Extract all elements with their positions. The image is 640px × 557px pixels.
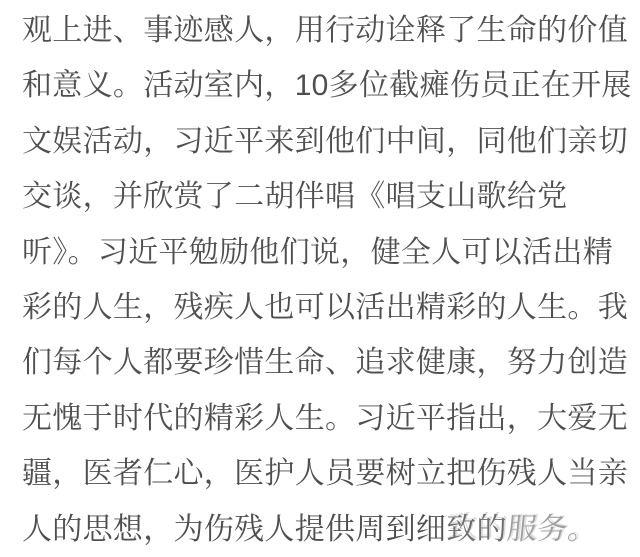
article-text: 人的思想，为伤残人提供周到细 — [22, 512, 447, 546]
article-line: 交谈，并欣赏了二胡伴唱《唱支山歌给党 — [22, 180, 568, 214]
article-line: 观上进、事迹感人，用行动诠释了生命的价值 — [22, 14, 628, 47]
article-line: 彩的人生，残疾人也可以活出精彩的人生。我 — [22, 291, 628, 325]
article-line: 疆，医者仁心，医护人员要树立把伤残人当亲 — [22, 457, 628, 491]
article-line: 和意义。活动室内，10多位截瘫伤员正在开展 — [22, 69, 632, 103]
watermark-overlap-text: 服务。 — [505, 512, 600, 546]
article-last-line — [22, 502, 626, 557]
article-line: 们每个人都要珍惜生命、追求健康，努力创造 — [22, 346, 628, 380]
article-line: 听》。习近平勉励他们说，健全人可以活出精 — [22, 235, 613, 269]
article-line: 文娱活动，习近平来到他们中间，同他们亲切 — [22, 124, 628, 158]
watermark-overlap-text: 致的 — [446, 512, 507, 546]
article-line: 无愧于时代的精彩人生。习近平指出，大爱无 — [22, 401, 628, 435]
